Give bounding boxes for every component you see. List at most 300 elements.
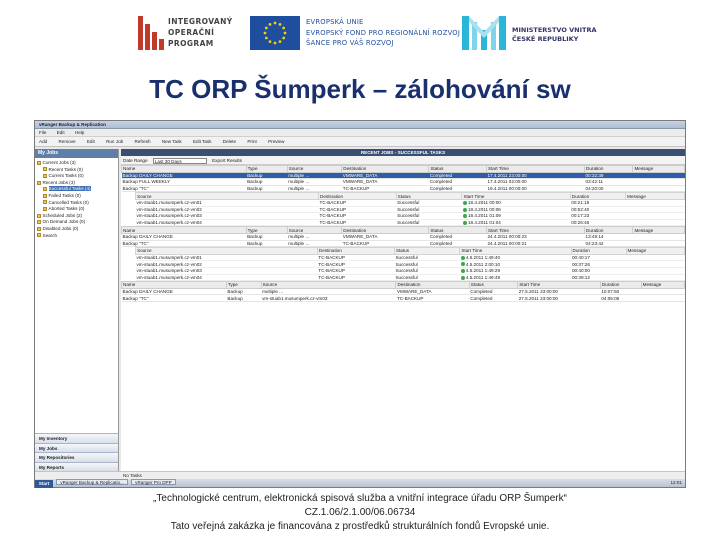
task-cell-text: 18.4.2011 00:06 [467,206,501,212]
task-cell-text: Successful [397,213,420,219]
task-cell-source [136,254,318,261]
nav-tree-item-label: Scheduled Jobs (2) [42,212,83,218]
job-cell-duration: 04:23:42 [585,240,633,247]
folder-icon [37,161,41,165]
footer-project-name: „Technologické centrum, elektronická spisová služba a vnitřní integrace úřadu ORP Šumperk“ [153,493,567,504]
task-cell-text: vm-stuab1.musumperk.cz-vm02 [136,206,202,212]
nav-tree-item[interactable] [37,180,118,187]
toolbar-run-job-button[interactable]: Run Job [106,139,124,144]
eu-star [279,40,282,43]
nav-tree-item-label: Aborted Tasks (0) [48,206,85,212]
column-header[interactable]: Source [287,166,342,173]
task-cell-text: Successful [395,274,418,280]
jobs-header-row [122,227,685,234]
task-row[interactable] [136,261,685,268]
task-cell-start [462,213,570,220]
tasks-header-row [136,248,685,255]
task-cell-status [396,213,462,220]
column-header[interactable]: Start Time [518,282,601,289]
task-cell-start [462,206,570,213]
task-cell-source [136,206,319,213]
success-status-icon [461,262,465,266]
column-header[interactable]: Start Time [486,227,584,234]
task-cell-text: 00:40:17 [572,255,590,261]
task-cell-text: 00:40:00 [572,268,590,274]
column-header[interactable]: Source [261,282,396,289]
job-cell-name: Backup DAILY CHANGE [122,288,227,295]
folder-icon [37,233,41,237]
job-cell-dest: TC-BACKUP [342,185,429,192]
task-cell-source [136,213,319,220]
taskbar-clock: 12:01 [670,480,682,485]
column-header[interactable]: Status [469,282,517,289]
column-header[interactable]: Start Time [462,193,570,200]
task-cell-text: Successful [395,261,418,267]
job-cell-start: 17.4.2011 02:00:00 [486,179,584,186]
job-cell-name: Backup "TC" [122,295,227,302]
job-cell-dest: TC-BACKUP [396,295,469,302]
job-cell-duration: 03:42:11 [585,179,633,186]
column-header[interactable]: Message [641,282,684,289]
task-cell-text: vm-stuab1.musumperk.cz-vm03 [136,268,202,274]
column-header[interactable]: Duration [585,166,633,173]
job-cell-status: Completed [429,240,487,247]
task-cell-text: 4.5.2011 1:49:29 [465,268,501,274]
job-row[interactable] [122,172,685,179]
job-cell-status: Completed [429,179,487,186]
nav-tree [35,158,118,239]
job-cell-duration: 04:05:08 [600,295,641,302]
task-cell-text: 00:52:40 [571,206,590,212]
nav-tab-my-inventory[interactable]: My Inventory [35,433,118,443]
task-cell-dest [319,219,397,226]
job-cell-message [641,288,684,295]
task-cell-text: 00:39:12 [572,274,590,280]
job-cell-message [633,240,685,247]
task-cell-text: vm-stuab1.musumperk.cz-vm04 [136,220,202,226]
ministry-logo-text: MINISTERSTVO VNITRA ČESKÉ REPUBLIKY [512,26,597,43]
task-cell-text: Successful [395,255,418,261]
task-cell-message [626,213,685,220]
task-cell-text: TC-BACKUP [319,206,347,212]
tasks-header-row [136,193,685,200]
job-cell-source: multiple ... [287,233,342,240]
success-status-icon [463,214,467,218]
jobs-header-row [122,166,685,173]
nav-tree-item-label: Cancelled Tasks (0) [48,199,89,205]
job-cell-start: 24.4.2011 00:00:21 [486,240,584,247]
job-row[interactable] [122,240,685,247]
job-cell-type: Backup [246,172,287,179]
task-cell-dest [317,254,394,261]
nav-tree-item-label: Recent Tasks (0) [48,166,83,172]
column-header[interactable]: Duration [585,227,633,234]
job-cell-name: Backup DAILY CHANGE [122,233,247,240]
folder-icon [43,200,47,204]
job-cell-status: Completed [429,233,487,240]
job-cell-type: Backup [226,295,261,302]
column-header[interactable]: Duration [571,248,626,255]
nav-tree-item-label: Successful Tasks (4) [48,186,91,192]
folder-icon [43,187,47,191]
task-cell-status [394,267,459,274]
task-cell-status [394,261,459,268]
task-cell-duration [571,261,626,268]
job-cell-dest: VMWARE_DATA [342,179,429,186]
task-cell-duration [571,274,626,281]
task-cell-text: 00:21:18 [571,200,590,206]
nav-tree-item[interactable] [37,233,118,240]
column-header[interactable]: Destination [319,193,397,200]
nav-tree-item-label: Failed Tasks (0) [48,192,81,198]
job-row[interactable] [122,288,685,295]
nav-tree-item-label: On Demand Jobs (0) [42,219,86,225]
task-cell-duration [570,199,625,206]
eu-star [279,23,282,26]
task-cell-text: 18.4.2011 00:00 [467,200,501,206]
column-header[interactable]: Status [429,166,487,173]
column-header[interactable]: Name [122,227,247,234]
date-range-dropdown[interactable]: Last 30 Days [153,158,207,164]
nav-tree-item[interactable] [37,193,118,200]
task-cell-text: vm-stuab1.musumperk.cz-vm01 [136,255,202,261]
task-cell-dest [317,261,394,268]
menu-help[interactable]: Help [74,130,85,135]
task-cell-text: 00:26:46 [571,220,590,226]
column-header[interactable]: Duration [600,282,641,289]
main-header: RECENT JOBS - SUCCESSFUL TASKS [121,149,685,156]
folder-icon [37,181,41,185]
task-cell-source [136,274,318,281]
column-header[interactable]: Type [226,282,261,289]
task-cell-text: Successful [397,220,420,226]
task-cell-text: Successful [397,200,420,206]
nav-tree-item[interactable] [37,186,118,193]
task-cell-message [626,267,684,274]
task-cell-dest [317,267,394,274]
nav-tree-item-label: Disabled Jobs (0) [42,225,79,231]
eu-star [274,42,277,45]
job-cell-message [633,172,685,179]
nav-tree-item-label: Search [42,232,58,238]
column-header[interactable]: Duration [570,193,625,200]
nav-tree-item[interactable] [37,219,118,226]
filter-bar [121,156,685,165]
task-cell-status [396,219,462,226]
task-cell-text: TC-BACKUP [319,220,347,226]
eu-star [265,37,268,40]
taskbar [35,479,685,487]
task-cell-dest [319,213,397,220]
folder-icon [43,167,47,171]
task-row[interactable] [136,254,685,261]
start-button[interactable]: Start [35,480,53,488]
task-cell-source [136,261,318,268]
task-cell-duration [571,267,626,274]
footer [0,492,720,534]
menu-edit[interactable]: Edit [56,130,65,135]
job-cell-status: Completed [469,295,517,302]
column-header[interactable]: Destination [342,227,429,234]
task-cell-text: vm-stuab1.musumperk.cz-vm02 [136,261,202,267]
toolbar-refresh-button[interactable]: Refresh [134,139,151,144]
nav-tree-item-label: Recent Jobs (3) [42,179,75,185]
task-cell-text: TC-BACKUP [318,255,345,261]
status-bar: No Tasks [35,471,685,479]
column-header[interactable]: Destination [342,166,429,173]
nav-tree-item-label: Current Tasks (0) [48,173,84,179]
success-status-icon [461,269,465,273]
task-cell-start [460,274,571,281]
success-status-icon [463,208,467,212]
task-cell-text: 00:17:23 [571,213,590,219]
toolbar-edit-button[interactable]: Edit [86,139,95,144]
success-status-icon [463,201,467,205]
job-cell-start: 24.4.2011 00:00:23 [486,233,584,240]
nav-tree-item[interactable] [37,200,118,207]
job-groups [121,165,685,302]
eu-star [284,32,287,35]
jobs-table [121,165,685,192]
task-cell-source [136,267,318,274]
nav-tree-item[interactable] [37,213,118,220]
task-cell-status [396,199,462,206]
task-cell-text: 18.4.2011 01:09 [467,213,501,219]
logo-header [0,8,720,60]
task-cell-text: 18.4.2011 01:04 [467,220,501,226]
task-cell-text: 00:37:26 [572,261,590,267]
folder-icon [43,194,47,198]
job-row[interactable] [122,179,685,186]
job-cell-duration: 00:32:39 [585,172,633,179]
taskbar-item[interactable]: vRanger Backup & Replicatio... [56,479,128,485]
column-header[interactable]: Message [633,166,685,173]
job-cell-source: multiple ... [287,179,342,186]
task-cell-text: vm-stuab1.musumperk.cz-vm01 [136,200,202,206]
task-cell-status [394,274,459,281]
job-cell-message [633,185,685,192]
success-status-icon [461,256,465,260]
task-cell-text: 4.5.2011 1:49:49 [465,274,501,280]
column-header[interactable]: Status [396,193,462,200]
folder-icon [37,220,41,224]
task-cell-message [626,274,684,281]
job-cell-name: Backup DAILY CHANGE [122,172,247,179]
eu-star [282,37,285,40]
task-row[interactable] [136,206,685,213]
toolbar-add-button[interactable]: Add [39,139,48,144]
footer-project-code: CZ.1.06/2.1.00/06.06734 [304,507,416,518]
column-header[interactable]: Type [246,227,287,234]
job-cell-duration: 13:49:14 [585,233,633,240]
task-cell-duration [570,213,625,220]
folder-icon [37,227,41,231]
column-header[interactable]: Message [633,227,685,234]
job-cell-name: Backup "TC" [122,240,247,247]
task-cell-dest [317,274,394,281]
eu-flag-icon [250,16,300,50]
task-row[interactable] [136,274,685,281]
slide-title: TC ORP Šumperk – zálohování sw [149,74,571,104]
task-cell-start [460,254,571,261]
eu-star [274,22,277,25]
column-header[interactable]: Status [429,227,487,234]
job-cell-source: multiple ... [261,288,396,295]
toolbar-preview-button[interactable]: Preview [268,139,285,144]
job-cell-name: Backup FULL WEEKLY [122,179,247,186]
toolbar-remove-button[interactable]: Remove [58,139,76,144]
job-cell-type: Backup [246,233,287,240]
nav-tree-item[interactable] [37,206,118,213]
main-pane [121,149,685,471]
export-results-button[interactable]: Export Results [212,158,242,163]
column-header[interactable]: Message [626,248,684,255]
task-cell-message [626,261,684,268]
nav-tab-my-jobs[interactable]: My Jobs [35,443,118,453]
task-cell-duration [570,219,625,226]
job-cell-dest: TC-BACKUP [342,240,429,247]
job-cell-start: 19.4.2011 00:00:00 [486,185,584,192]
task-cell-text: vm-stuab1.musumperk.cz-vm04 [136,274,202,280]
task-cell-source [136,219,319,226]
folder-icon [43,207,47,211]
job-cell-status: Completed [429,185,487,192]
job-row[interactable] [122,185,685,192]
column-header[interactable]: Source [287,227,342,234]
task-row[interactable] [136,213,685,220]
task-cell-text: vm-stuab1.musumperk.cz-vm03 [136,213,202,219]
jobs-table [121,226,685,247]
job-cell-dest: VMWARE_DATA [342,172,429,179]
iop-logo-icon [138,16,164,50]
iop-logo [138,14,238,54]
nav-header: My Jobs [35,149,118,158]
column-header[interactable]: Start Time [460,248,571,255]
job-cell-source: multiple ... [287,185,342,192]
toolbar-print-button[interactable]: Print [247,139,257,144]
nav-tab-bar [35,433,118,471]
date-range-label: Date Range [123,158,148,163]
task-cell-status [396,206,462,213]
job-cell-type: Backup [246,240,287,247]
job-cell-type: Backup [246,185,287,192]
job-cell-status: Completed [469,288,517,295]
menu-bar [35,129,685,137]
task-cell-dest [319,199,397,206]
nav-tree-item-label: Current Jobs (3) [42,160,76,165]
task-cell-status [394,254,459,261]
column-header[interactable]: Destination [396,282,469,289]
eu-star [269,23,272,26]
toolbar-edit-task-button[interactable]: Edit Task [192,139,212,144]
task-row[interactable] [136,199,685,206]
column-header[interactable]: Source [136,248,318,255]
tasks-table [135,247,685,281]
task-cell-text: TC-BACKUP [318,274,345,280]
nav-tab-my-reports[interactable]: My Reports [35,462,118,472]
column-header[interactable]: Start Time [486,166,584,173]
task-cell-start [462,219,570,226]
nav-tree-item[interactable] [37,226,118,233]
job-cell-source: vm-stuab1.musumperk.cz-vm03 [261,295,396,302]
job-cell-message [633,233,685,240]
task-cell-message [626,254,684,261]
ministry-logo-icon [460,14,508,52]
task-cell-text: TC-BACKUP [318,268,345,274]
job-cell-dest: VMWARE_DATA [342,233,429,240]
nav-tree-item[interactable] [37,167,118,174]
iop-logo-text: INTEGROVANÝ OPERAČNÍ PROGRAM [168,17,233,48]
column-header[interactable]: Name [122,166,247,173]
success-status-icon [461,276,465,280]
nav-tree-item[interactable] [37,160,118,167]
task-cell-message [626,199,685,206]
eu-star [269,40,272,43]
job-cell-type: Backup [226,288,261,295]
task-row[interactable] [136,267,685,274]
column-header[interactable]: Status [394,248,459,255]
task-cell-duration [571,254,626,261]
task-cell-text: TC-BACKUP [319,213,347,219]
app-window [34,120,686,488]
job-cell-source: multiple ... [287,240,342,247]
task-row[interactable] [136,219,685,226]
job-row[interactable] [122,233,685,240]
task-cell-dest [319,206,397,213]
task-cell-start [460,267,571,274]
job-cell-duration: 10:07:50 [600,288,641,295]
toolbar-new-task-button[interactable]: New Task [161,139,182,144]
column-header[interactable]: Type [246,166,287,173]
job-cell-source: multiple ... [287,172,342,179]
column-header[interactable]: Destination [317,248,394,255]
toolbar-delete-button[interactable]: Delete [222,139,237,144]
taskbar-item[interactable]: vRanger Pro DPP [131,479,176,485]
eu-star [265,27,268,30]
task-cell-start [460,261,571,268]
task-cell-text: TC-BACKUP [318,261,345,267]
job-cell-status: Completed [429,172,487,179]
task-cell-text: TC-BACKUP [319,200,347,206]
task-cell-message [626,219,685,226]
column-header[interactable]: Source [136,193,319,200]
task-cell-text: Successful [395,268,418,274]
folder-icon [37,214,41,218]
navigation-pane [35,149,119,471]
task-cell-text: 4.5.2011 2:00:10 [465,261,501,267]
job-cell-start: 27.5.2011 23:00:00 [518,288,601,295]
task-cell-duration [570,206,625,213]
job-cell-message [633,179,685,186]
column-header[interactable]: Message [626,193,685,200]
task-cell-source [136,199,319,206]
eu-star [264,32,267,35]
task-cell-start [462,199,570,206]
footer-funding-note: Tato veřejná zakázka je financována z prostředků strukturálních fondů Evropské unie. [170,521,550,532]
job-row[interactable] [122,295,685,302]
task-cell-message [626,206,685,213]
column-header[interactable]: Name [122,282,227,289]
success-status-icon [463,221,467,225]
jobs-header-row [122,282,685,289]
nav-tab-my-repositories[interactable]: My Repositories [35,452,118,462]
menu-file[interactable]: File [39,130,47,135]
toolbar [35,137,685,147]
window-title: vRanger Backup & Replication [35,121,685,129]
nav-tree-item[interactable] [37,173,118,180]
tasks-table [135,192,685,226]
task-cell-text: 4.5.2011 1:49:40 [465,255,501,261]
